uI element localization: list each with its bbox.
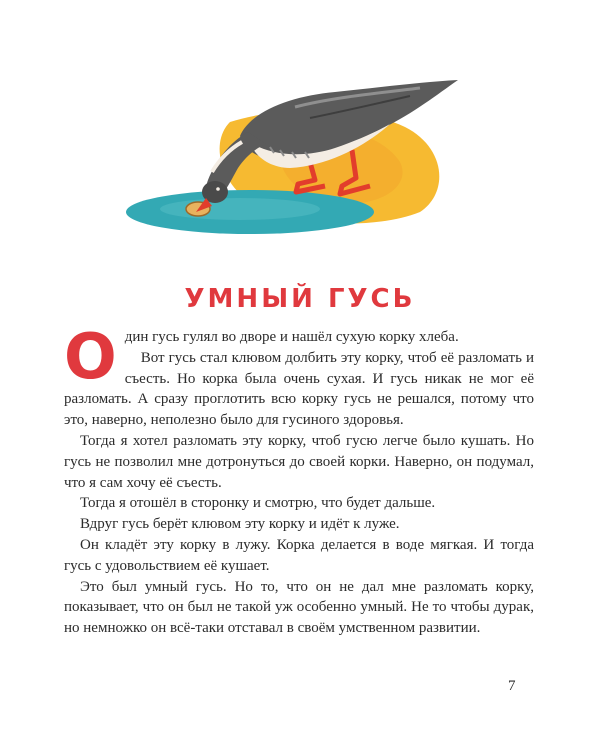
story-paragraph-7: Это был умный гусь. Но то, что он не дал мне разломать корку, показывает, что он был не такой уж особенно умный. Не то чтобы дурак, но немножко он всё-таки отставал в своём умственном развитии. [64,578,534,637]
story-paragraph-6: Он кладёт эту корку в лужу. Корка делается в воде мягкая. И тогда гусь с удовольствием её кушает. [64,536,534,574]
story-title: УМНЫЙ ГУСЬ [184,284,416,314]
drop-cap: О [64,320,117,393]
story-paragraph-5: Вдруг гусь берёт клювом эту корку и идёт к луже. [80,516,400,533]
story-text [64,320,534,639]
story-paragraph-2: Вот гусь стал клювом долбить эту корку, чтоб её разломать и съесть. Но корка была очень сухая. И гусь никак не мог её разломать. А сразу проглотить всю корку гусь не решался, потому что это, наверно, неполезно было для гусиного здоровья. [64,349,534,429]
story-paragraph-4: Тогда я отошёл в сторонку и смотрю, что будет дальше. [80,495,436,512]
story-paragraph-3: Тогда я хотел разломать эту корку, чтоб гусю легче было кушать. Но гусь не позволил мне дотронуться до своей корки. Наверно, он подумал, что я сам хочу её съесть. [64,432,534,491]
paragraph-text: дин гусь гулял во дворе и нашёл сухую корку хлеба. [124,329,459,345]
goose-illustration [120,52,465,242]
page-number: 7 [508,678,516,694]
